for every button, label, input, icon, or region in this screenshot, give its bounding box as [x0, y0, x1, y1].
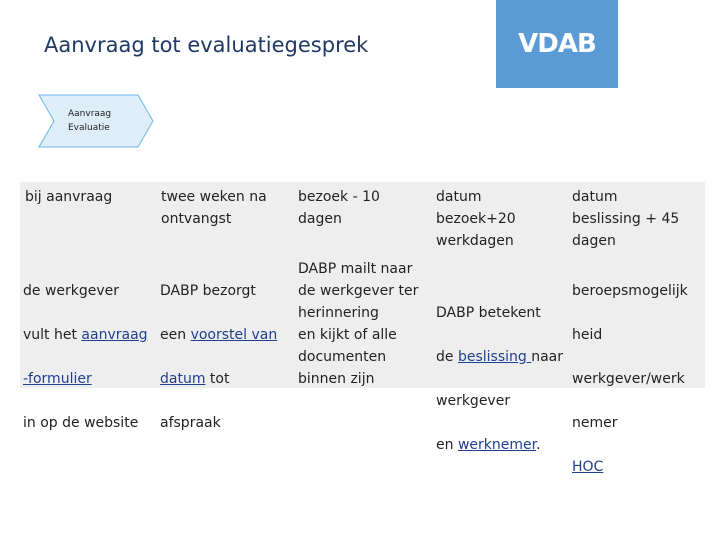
header-cell-3: bezoek - 10 dagen: [298, 189, 380, 227]
body-cell-1: de werkgever vult het aanvraag -formulier in op de website: [23, 283, 148, 431]
voorstel-van-link[interactable]: voorstel van: [190, 327, 278, 343]
body-cell-5: beroepsmogelijk heid werkgever/werk nemer HOC: [572, 283, 688, 475]
chevron-label-line2: Evaluatie: [68, 123, 110, 133]
process-step-chevron: [38, 94, 154, 148]
body-cell-4: DABP betekent de beslissing naar werkgever en werknemer.: [436, 305, 564, 453]
beslissing-link[interactable]: beslissing: [457, 349, 532, 365]
slide-title: Aanvraag tot evaluatiegesprek: [44, 33, 369, 57]
header-cell-4: datum bezoek+20 werkdagen: [436, 189, 516, 249]
header-cell-2: twee weken na ontvangst: [161, 189, 267, 227]
formulier-link[interactable]: -formulier: [23, 371, 92, 387]
body-cell-2: DABP bezorgt een voorstel van datum tot afspraak: [160, 283, 278, 431]
hoc-link[interactable]: HOC: [572, 459, 604, 475]
werknemer-link[interactable]: werknemer: [457, 437, 537, 453]
datum-link[interactable]: datum: [160, 371, 206, 387]
header-cell-5: datum beslissing + 45 dagen: [572, 189, 680, 249]
aanvraag-link[interactable]: aanvraag: [81, 327, 148, 343]
body-cell-3: DABP mailt naar de werkgever ter herinnering en kijkt of alle documenten binnen zijn: [298, 261, 419, 387]
timeline-table: [20, 182, 705, 475]
vdab-logo: VDAB: [496, 0, 618, 88]
header-cell-1: bij aanvraag: [25, 189, 113, 205]
chevron-label-line1: Aanvraag: [68, 109, 112, 119]
